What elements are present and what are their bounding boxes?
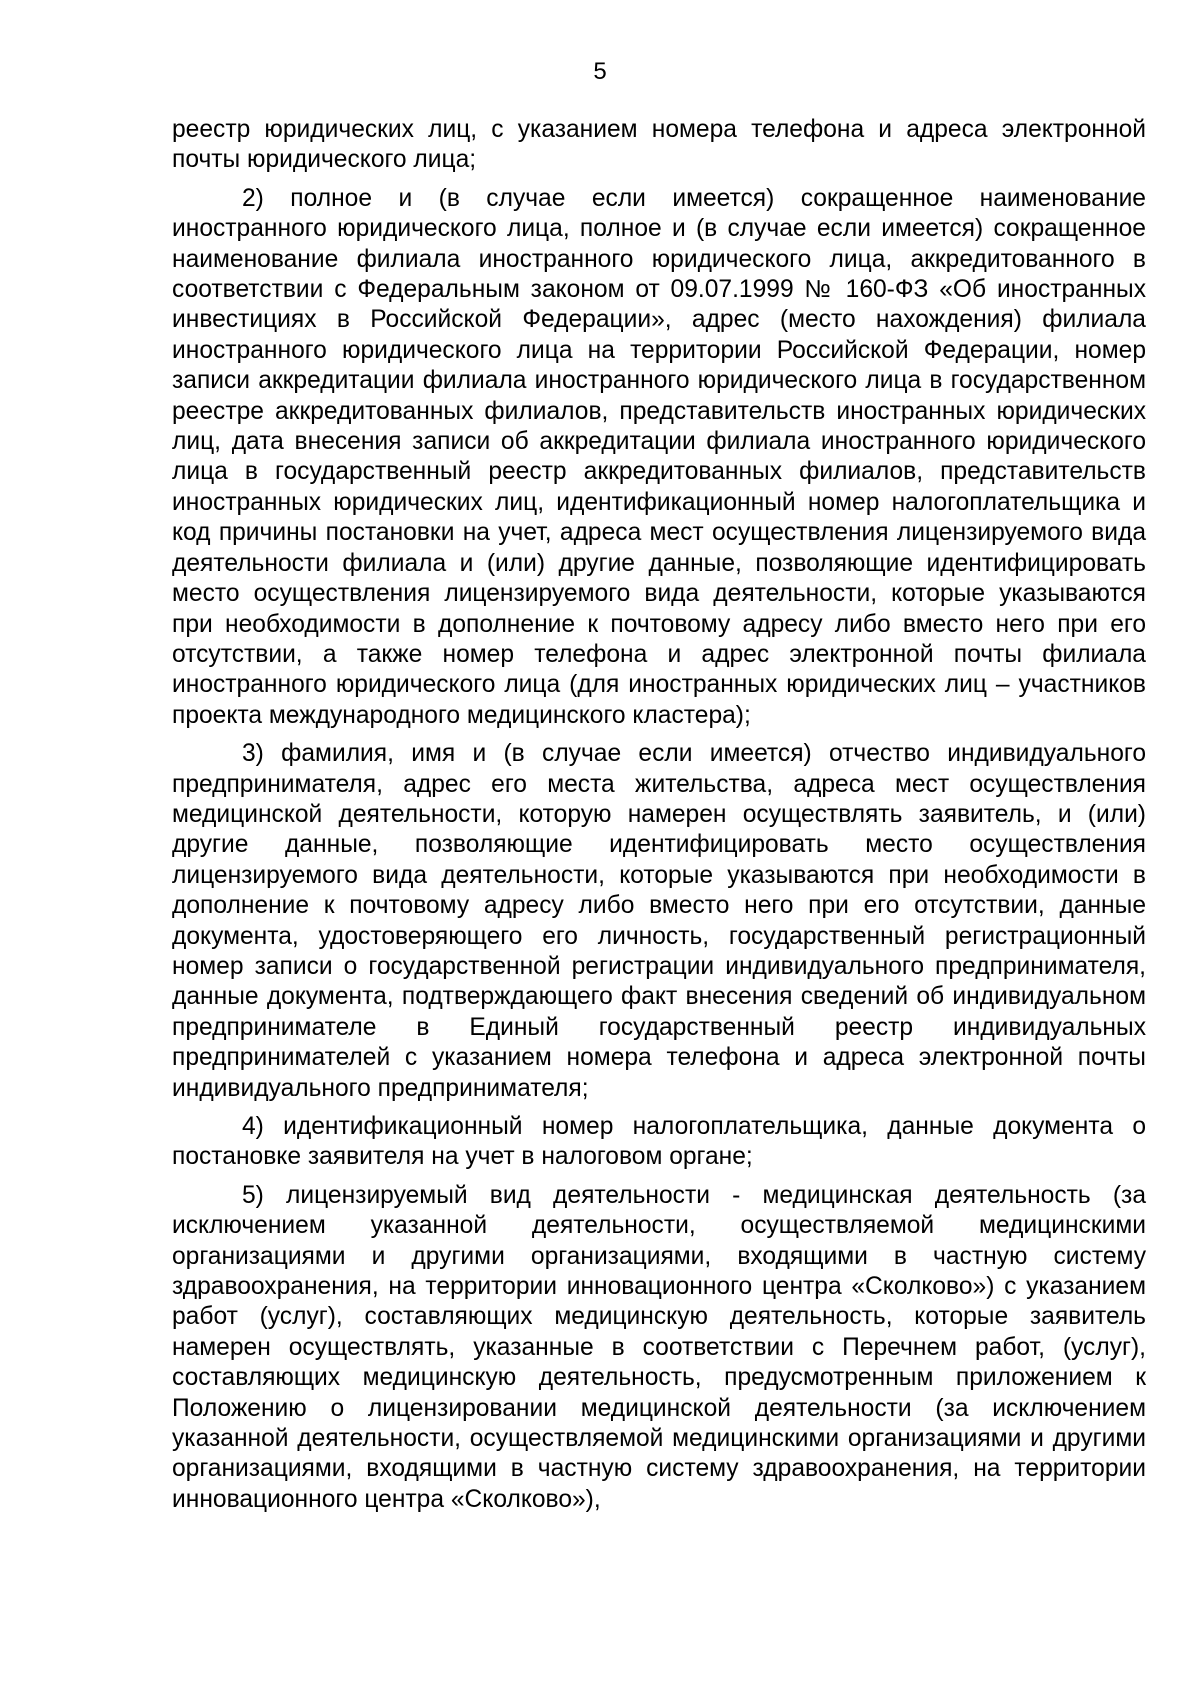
- paragraph-item-3: 3) фамилия, имя и (в случае если имеется) отчество индивидуального предпринимателя, адрес его места жительства, адреса мест осуществления медицинской деятельности, которую намерен осуществлять заявитель, и (или) другие данные, позволяющие идентифицировать место осуществления лицензируемого вида деятельности, которые указываются при необходимости в дополнение к почтовому адресу либо вместо него при его отсутствии, данные документа, удостоверяющего его личность, государственный регистрационный номер записи о государственной регистрации индивидуального предпринимателя, данные документа, подтверждающего факт внесения сведений об индивидуальном предпринимателе в Единый государственный реестр индивидуальных предпринимателей с указанием номера телефона и адреса электронной почты индивидуального предпринимателя;: [172, 740, 1146, 1102]
- paragraph-item-4: 4) идентификационный номер налогоплательщика, данные документа о постановке заявителя на учет в налоговом органе;: [172, 1113, 1146, 1171]
- paragraph-item-2: 2) полное и (в случае если имеется) сокращенное наименование иностранного юридического лица, полное и (в случае если имеется) сокращенное наименование филиала иностранного юридического лица, аккредитованного в соответствии с Федеральным законом от 09.07.1999 № 160-ФЗ «Об иностранных инвестициях в Российской Федерации», адрес (место нахождения) филиала иностранного юридического лица на территории Российской Федерации, номер записи аккредитации филиала иностранного юридического лица в государственном реестре аккредитованных филиалов, представительств иностранных юридических лиц, дата внесения записи об аккредитации филиала иностранного юридического лица в государственный реестр аккредитованных филиалов, представительств иностранных юридических лиц, идентификационный номер налогоплательщика и код причины постановки на учет, адреса мест осуществления лицензируемого вида деятельности филиала и (или) другие данные, позволяющие идентифицировать место осуществления лицензируемого вида деятельности, которые указываются при необходимости в дополнение к почтовому адресу либо вместо него при его отсутствии, а также номер телефона и адрес электронной почты филиала иностранного юридического лица (для иностранных юридических лиц – участников проекта международного медицинского кластера);: [172, 184, 1146, 729]
- document-body: [172, 115, 1146, 1515]
- paragraph-item-5: 5) лицензируемый вид деятельности - медицинская деятельность (за исключением указанной деятельности, осуществляемой медицинскими организациями и другими организациями, входящими в частную систему здравоохранения, на территории инновационного центра «Сколково») с указанием работ (услуг), составляющих медицинскую деятельность, которые заявитель намерен осуществлять, указанные в соответствии с Перечнем работ, (услуг), составляющих медицинскую деятельность, предусмотренным приложением к Положению о лицензировании медицинской деятельности (за исключением указанной деятельности, осуществляемой медицинскими организациями и другими организациями, входящими в частную систему здравоохранения, на территории инновационного центра «Сколково»),: [172, 1181, 1146, 1513]
- paragraph-continuation: реестр юридических лиц, с указанием номера телефона и адреса электронной почты юридического лица;: [172, 116, 1146, 174]
- page-number: 5: [593, 58, 607, 85]
